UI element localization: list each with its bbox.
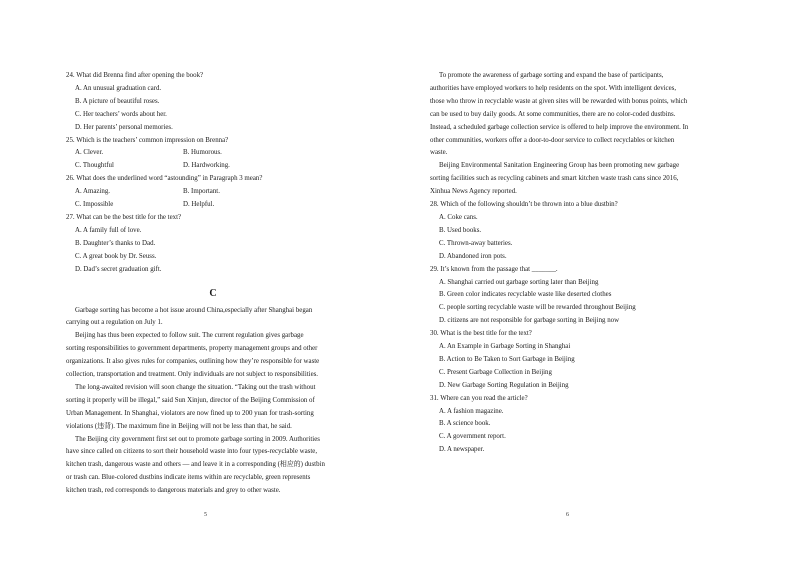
paragraph-line: other communities, workers offer a door-to-door service to collect recyclables or kitchen [430, 136, 675, 144]
option-27-d: D. Dad’s secret graduation gift. [75, 265, 162, 273]
paragraph-line: or trash can. Blue-colored dustbins indicate items within are recyclable, green represents [66, 474, 311, 482]
option-25-a: A. Clever. [75, 149, 104, 157]
paragraph-line: authorities have employed workers to help residents on the spot. With intelligent devices, [430, 84, 677, 92]
option-24-d: D. Her parents’ personal memories. [75, 123, 173, 131]
option-30-b: B. Action to Be Taken to Sort Garbage in Beijing [439, 355, 575, 363]
page-number-left: 5 [204, 512, 207, 518]
option-31-b: B. A science book. [439, 420, 491, 428]
paragraph-line: Urban Management. In Shanghai, violators are now fined up to 200 yuan for trash-sorting [66, 409, 314, 417]
option-26-c: C. Impossible [75, 201, 114, 209]
question-28: 28. Which of the following shouldn’t be thrown into a blue dustbin? [430, 201, 618, 209]
option-30-c: C. Present Garbage Collection in Beijing [439, 368, 552, 376]
option-27-a: A. A family full of love. [75, 226, 142, 234]
question-30: 30. What is the best title for the text? [430, 330, 532, 338]
paragraph-line: collection, transportation and treatment. Only individuals are not subject to responsibilities. [66, 371, 319, 379]
paragraph-line: To promote the awareness of garbage sorting and expand the base of participants, [439, 72, 664, 79]
question-24: 24. What did Brenna find after opening the book? [66, 72, 204, 79]
paragraph-2 [66, 330, 360, 382]
option-30-a: A. An Example in Garbage Sorting in Shanghai [439, 343, 571, 351]
paragraph-line: Beijing Environmental Sanitation Engineering Group has been promoting new garbage [439, 162, 680, 170]
options-26-cd [66, 199, 360, 212]
option-24-b: B. A picture of beautiful roses. [75, 97, 160, 105]
option-29-d: D. citizens are not responsible for garbage sorting in Beijing now [439, 317, 620, 325]
paragraph-line: Beijing has thus been expected to follow suit. The current regulation gives garbage [75, 332, 304, 340]
option-27-c: C. A great book by Dr. Seuss. [75, 252, 157, 260]
option-31-d: D. A newspaper. [439, 446, 485, 454]
section-heading: C [209, 287, 217, 299]
paragraph-line: sorting it properly will be illegal,” said Sun Xinjun, director of the Beijing Commission of [66, 396, 315, 404]
question-29: 29. It’s known from the passage that _______. [430, 265, 558, 273]
paragraph-line: The long-awaited revision will soon change the situation. “Taking out the trash without [75, 383, 316, 391]
option-26-a: A. Amazing. [75, 188, 111, 196]
paragraph-1 [66, 305, 360, 331]
option-26-d: D. Helpful. [183, 201, 215, 209]
options-25-cd [66, 160, 360, 173]
paragraph-line: sorting responsibilities to government departments, property management groups and other [66, 345, 318, 353]
option-27-b: B. Daughter’s thanks to Dad. [75, 239, 156, 247]
paragraph-line: can be used to buy daily goods. At some communities, there are no color-coded dustbins. [430, 110, 676, 118]
question-27: 27. What can be the best title for the text? [66, 213, 182, 221]
page-number-right: 6 [566, 512, 569, 518]
paragraph-line: have since called on citizens to sort their household waste into four types-recyclable waste, [66, 448, 318, 456]
paragraph-line: kitchen trash, red corresponds to dangerous materials and grey to other waste. [66, 487, 281, 495]
paragraph-line: organizations. It also gives rules for companies, outlining how they’re responsible for waste [66, 358, 320, 366]
paragraph-line: sorting facilities such as recycling cabinets and smart kitchen waste trash cans since 2016, [430, 175, 679, 183]
paragraph-line: Instead, a scheduled garbage collection service is offered to help improve the environment. In [430, 123, 689, 131]
paragraph-line: waste. [430, 149, 448, 157]
paragraph-6 [430, 160, 724, 199]
option-28-a: A. Coke cans. [439, 213, 478, 221]
options-25-ab [66, 147, 360, 160]
left-column [66, 70, 360, 498]
question-26: 26. What does the underlined word “astounding” in Paragraph 3 mean? [66, 175, 263, 183]
question-25: 25. Which is the teachers’ common impression on Brenna? [66, 136, 229, 144]
option-29-b: B. Green color indicates recyclable waste like deserted clothes [439, 291, 612, 299]
option-24-c: C. Her teachers’ words about her. [75, 110, 167, 118]
paragraph-line: The Beijing city government first set out to promote garbage sorting in 2009. Authorities [75, 435, 320, 443]
paragraph-line: violations (违背). The maximum fine in Beijing will not be less than that, he said. [66, 422, 292, 430]
right-column [430, 70, 724, 457]
options-26-ab [66, 186, 360, 199]
option-28-b: B. Used books. [439, 226, 482, 234]
paragraph-3 [66, 382, 360, 434]
option-28-d: D. Abandoned iron pots. [439, 252, 507, 260]
option-30-d: D. New Garbage Sorting Regulation in Beijing [439, 381, 569, 389]
paragraph-line: Xinhua News Agency reported. [430, 188, 517, 196]
question-31: 31. Where can you read the article? [430, 394, 528, 402]
option-31-c: C. A government report. [439, 433, 506, 441]
option-25-d: D. Hardworking. [183, 162, 230, 170]
paragraph-4 [66, 434, 360, 499]
option-25-b: B. Humorous. [183, 149, 222, 157]
option-24-a: A. An unusual graduation card. [75, 84, 162, 92]
option-26-b: B. Important. [183, 188, 220, 196]
option-28-c: C. Thrown-away batteries. [439, 239, 513, 247]
paragraph-5 [430, 70, 724, 160]
option-31-a: A. A fashion magazine. [439, 407, 504, 415]
option-29-c: C. people sorting recyclable waste will be rewarded throughout Beijing [439, 304, 636, 312]
paragraph-line: those who throw in recyclable waste at given sites will be rewarded with bonus points, which [430, 97, 688, 105]
paragraph-line: carrying out a regulation on July 1. [66, 319, 163, 327]
option-25-c: C. Thoughtful [75, 162, 114, 170]
paragraph-line: Garbage sorting has become a hot issue around China,especially after Shanghai began [75, 306, 313, 314]
option-29-a: A. Shanghai carried out garbage sorting later than Beijing [439, 278, 599, 286]
paragraph-line: kitchen trash, dangerous waste and others — and leave it in a corresponding (相应的) dustbin [66, 461, 325, 469]
